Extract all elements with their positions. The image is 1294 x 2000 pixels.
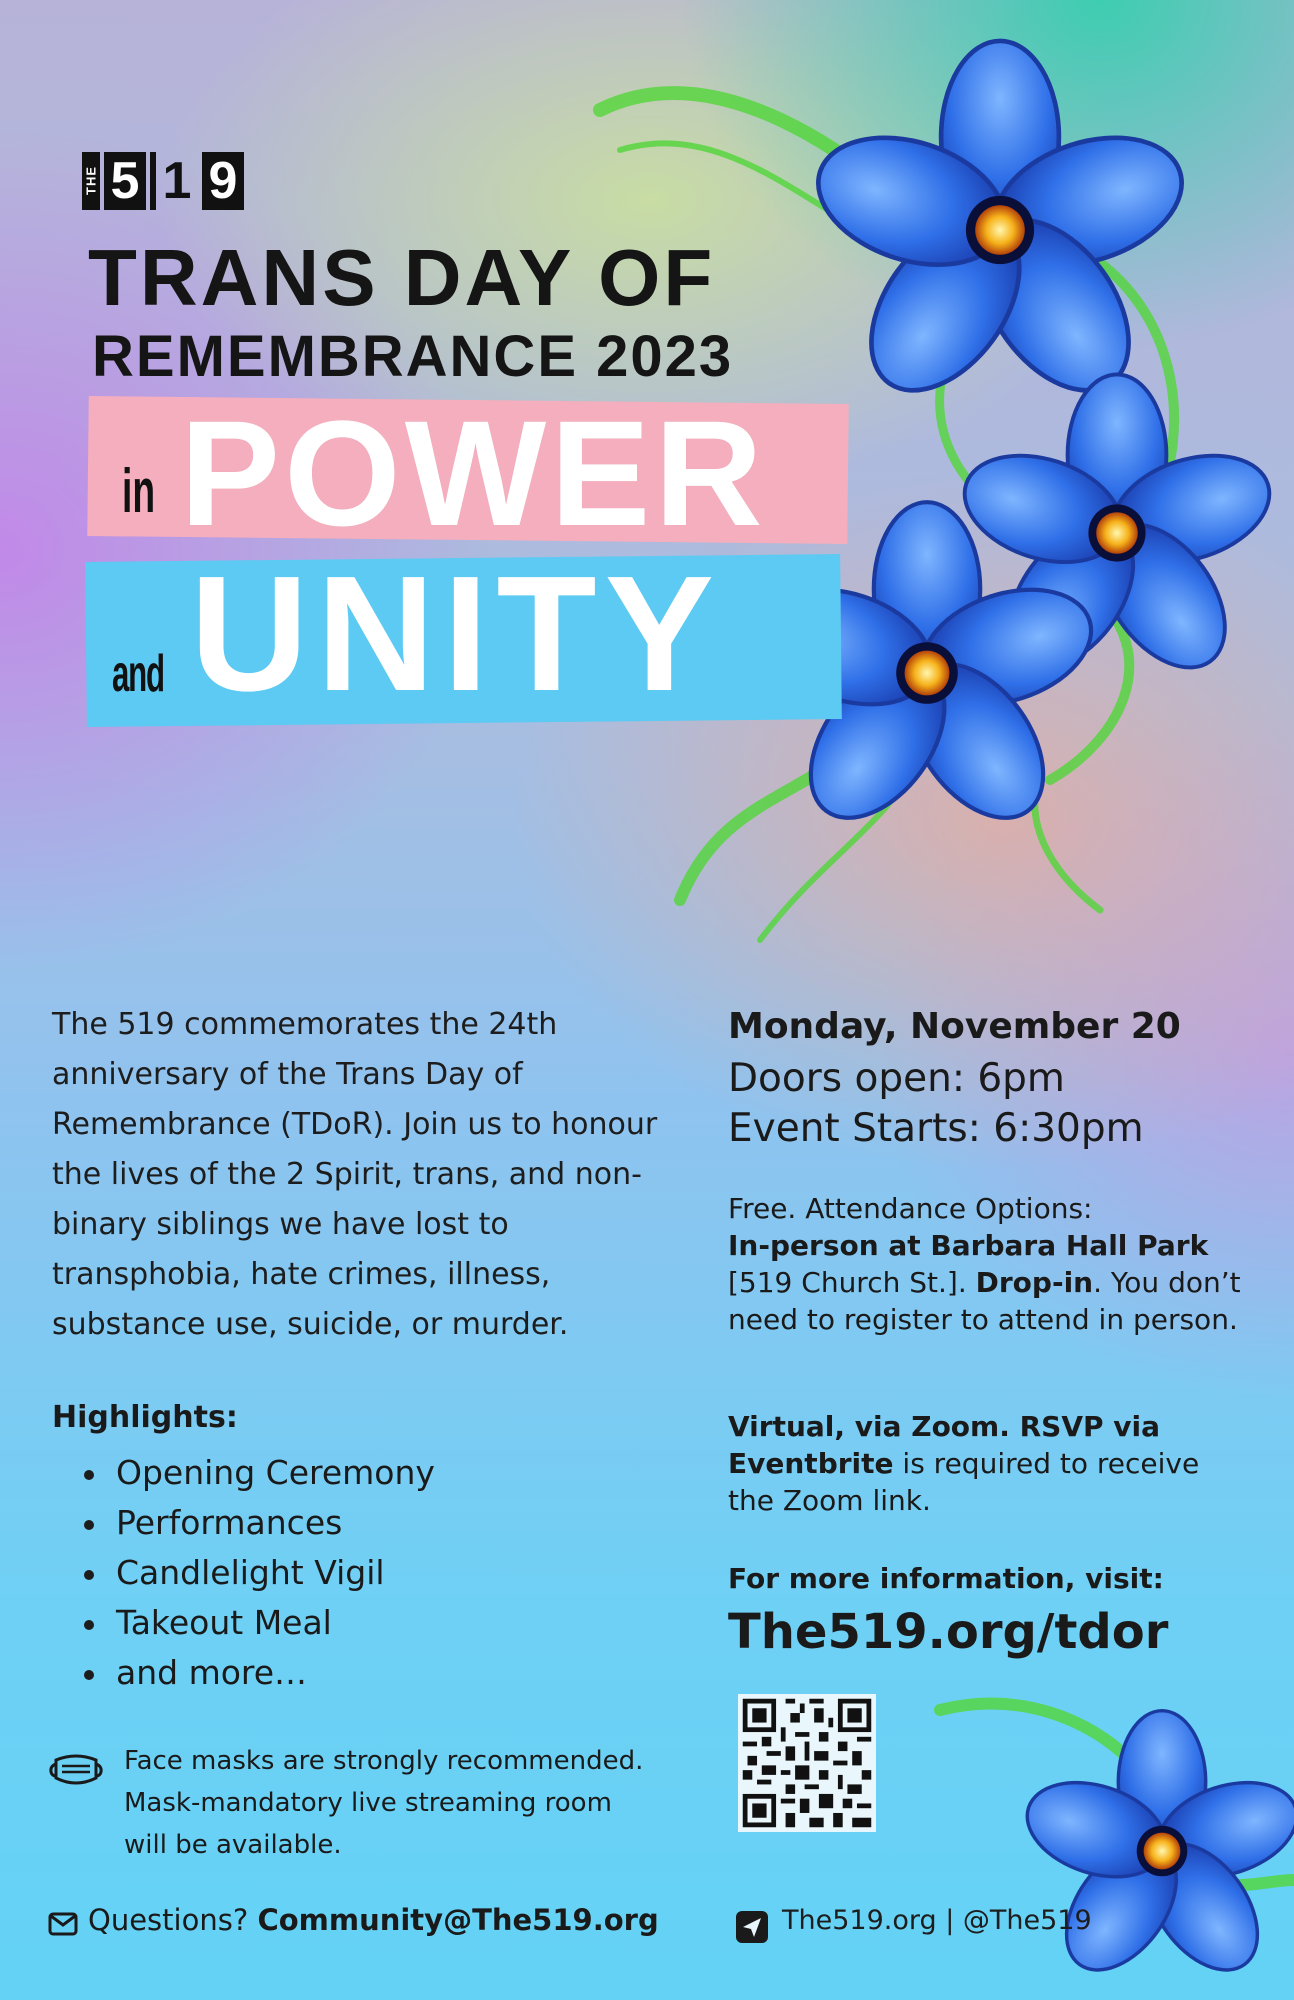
- doors-open-time: Doors open: 6pm: [728, 1056, 1065, 1101]
- intro-paragraph: The 519 commemorates the 24th anniversary of the Trans Day of Remembrance (TDoR). Join us to honour the lives of the 2 Spirit, trans, and non-binary siblings we have lost to transphobia, hate crimes, illness, substance use, suicide, or murder.: [52, 1007, 658, 1342]
- list-item: Candlelight Vigil: [80, 1548, 435, 1598]
- send-arrow-icon: [735, 1910, 769, 1944]
- list-item: and more…: [80, 1648, 435, 1698]
- the519-logo: [82, 152, 244, 210]
- virtual-note: is required to receive the Zoom link.: [728, 1447, 1200, 1517]
- logo-digit-9: 9: [202, 152, 244, 210]
- inperson-location: In-person at Barbara Hall Park: [728, 1229, 1209, 1262]
- highlights-list: [80, 1448, 435, 1698]
- event-start-time: Event Starts: 6:30pm: [728, 1106, 1144, 1151]
- event-title-line1: TRANS DAY OF: [88, 233, 716, 322]
- attendance-intro: Free. Attendance Options:: [728, 1192, 1093, 1225]
- website-social-handle[interactable]: The519.org | @The519: [782, 1905, 1092, 1936]
- questions-line: [88, 1903, 659, 1937]
- event-date: Monday, November 20: [728, 1006, 1181, 1047]
- logo-digit-1: 1: [150, 152, 198, 210]
- logo-digit-5: 5: [104, 152, 146, 210]
- word-and: and: [112, 645, 164, 703]
- list-item: Performances: [80, 1498, 435, 1548]
- attendance-options: [728, 1190, 1248, 1338]
- word-unity: UNITY: [190, 542, 722, 725]
- face-mask-icon: [48, 1750, 104, 1790]
- event-title-line2: REMEMBRANCE 2023: [92, 324, 734, 389]
- mail-icon: [48, 1912, 78, 1936]
- contact-email-link[interactable]: Community@The519.org: [257, 1903, 659, 1937]
- mask-note: Face masks are strongly recommended. Mask-mandatory live streaming room will be available.: [124, 1746, 644, 1860]
- list-item: Opening Ceremony: [80, 1448, 435, 1498]
- word-in: in: [122, 457, 156, 526]
- dropin-label: Drop-in: [975, 1266, 1094, 1299]
- more-info-label: For more information, visit:: [728, 1562, 1164, 1595]
- tdor-url-link[interactable]: The519.org/tdor: [728, 1604, 1169, 1660]
- highlights-title: Highlights:: [52, 1400, 238, 1435]
- dropin-note: . You don’t need to register to attend in person.: [728, 1266, 1241, 1336]
- qr-code[interactable]: [738, 1694, 876, 1832]
- virtual-option: [728, 1408, 1248, 1519]
- questions-label: Questions?: [88, 1903, 249, 1937]
- list-item: Takeout Meal: [80, 1598, 435, 1648]
- word-power: POWER: [180, 389, 767, 557]
- logo-the: THE: [82, 152, 100, 210]
- address: [519 Church St.].: [728, 1266, 976, 1299]
- virtual-label: Virtual, via Zoom. RSVP via Eventbrite: [728, 1410, 1161, 1480]
